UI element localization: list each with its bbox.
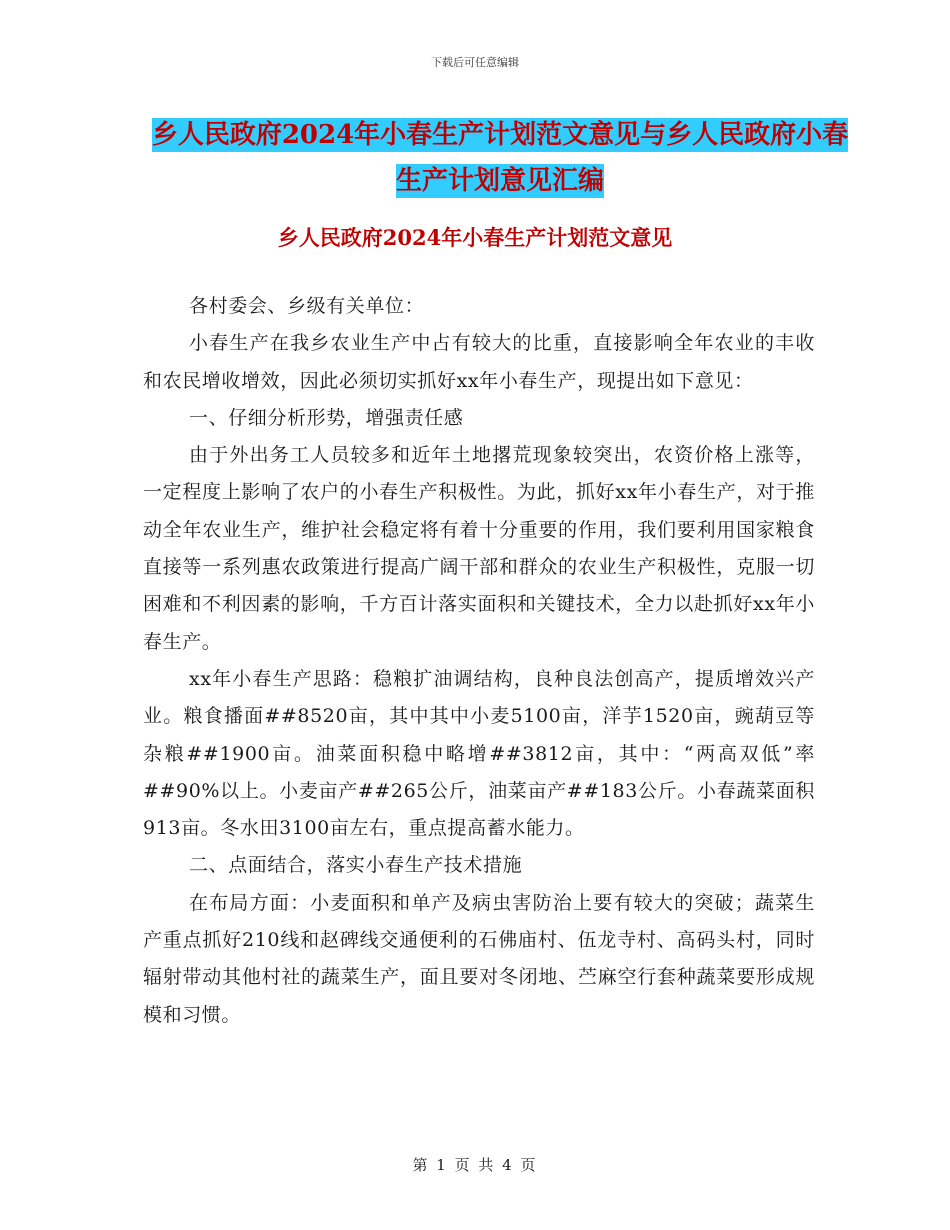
document-title-text: 乡人民政府2024年小春生产计划范文意见与乡人民政府小春生产计划意见汇编	[151, 120, 849, 196]
paragraph: 在布局方面：小麦面积和单产及病虫害防治上要有较大的突破；蔬菜生产重点抓好210线和赵碑线交通便利的石佛庙村、伍龙寺村、高码头村，同时辐射带动其他村社的蔬菜生产，面且要对冬闭地、苎麻空行套种蔬菜要形成规模和习惯。	[143, 891, 815, 1026]
section-heading: 二、点面结合，落实小春生产技术措施	[189, 854, 523, 877]
page-number: 第 1 页 共 4 页	[412, 1156, 538, 1174]
document-title	[150, 112, 850, 204]
paragraph: xx年小春生产思路：稳粮扩油调结构，良种良法创高产，提质增效兴产业。粮食播面##8520亩，其中其中小麦5100亩，洋芋1520亩，豌葫豆等杂粮##1900亩。油菜面积稳中略增##3812亩，其中：“两高双低”率##90%以上。小麦亩产##265公斤，油菜亩产##183公斤。小春蔬菜面积913亩。冬水田3100亩左右，重点提高蓄水能力。	[143, 667, 815, 840]
section-heading: 一、仔细分析形势，增强责任感	[189, 406, 464, 429]
document-subtitle: 乡人民政府2024年小春生产计划范文意见	[277, 225, 673, 250]
header-note: 下载后可任意编辑	[431, 56, 519, 69]
paragraph: 小春生产在我乡农业生产中占有较大的比重，直接影响全年农业的丰收和农民增收增效，因此必须切实抓好xx年小春生产，现提出如下意见：	[143, 332, 815, 392]
document-body	[143, 288, 815, 1034]
paragraph: 由于外出务工人员较多和近年土地撂荒现象较突出，农资价格上涨等，一定程度上影响了农户的小春生产积极性。为此，抓好xx年小春生产，对于推动全年农业生产，维护社会稳定将有着十分重要的作用，我们要利用国家粮食直接等一系列惠农政策进行提高广阔干部和群众的农业生产积极性，克服一切困难和不利因素的影响，千方百计落实面积和关键技术，全力以赴抓好xx年小春生产。	[143, 444, 815, 653]
salutation: 各村委会、乡级有关单位：	[189, 295, 425, 317]
